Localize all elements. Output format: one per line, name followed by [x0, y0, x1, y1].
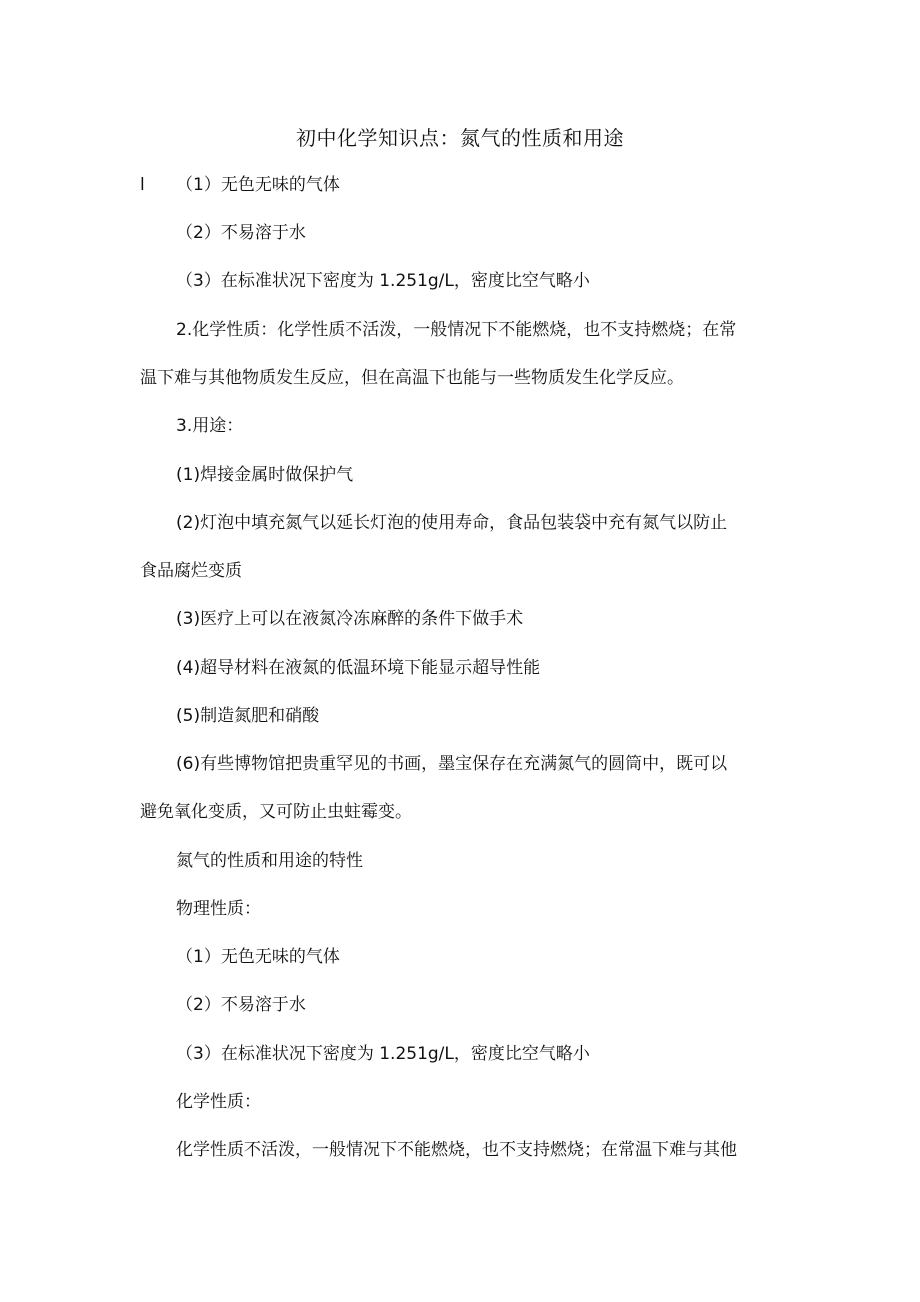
paragraph-line: (4)超导材料在液氮的低温环境下能显示超导性能	[176, 658, 541, 678]
paragraph-line: （2）不易溶于水	[176, 995, 306, 1015]
list-marker: l	[140, 175, 145, 195]
paragraph-line: 3.用途：	[176, 416, 244, 436]
paragraph-line: 化学性质不活泼，一般情况下不能燃烧，也不支持燃烧；在常温下难与其他	[176, 1140, 737, 1160]
paragraph-line: 物理性质：	[176, 899, 261, 919]
paragraph-line: 2.化学性质：化学性质不活泼，一般情况下不能燃烧，也不支持燃烧；在常	[176, 320, 737, 340]
paragraph-line: 食品腐烂变质	[140, 561, 242, 581]
paragraph-line: (6)有些博物馆把贵重罕见的书画，墨宝保存在充满氮气的圆筒中，既可以	[176, 754, 728, 774]
paragraph-line: 避免氧化变质，又可防止虫蛀霉变。	[140, 802, 412, 822]
paragraph-line: （1）无色无味的气体	[176, 175, 340, 195]
paragraph-line: 氮气的性质和用途的特性	[176, 851, 363, 871]
document-title: 初中化学知识点：氮气的性质和用途	[296, 126, 624, 150]
paragraph-line: (2)灯泡中填充氮气以延长灯泡的使用寿命，食品包装袋中充有氮气以防止	[176, 513, 728, 533]
paragraph-line: 化学性质：	[176, 1092, 261, 1112]
paragraph-line: （3）在标准状况下密度为 1.251g/L，密度比空气略小	[176, 271, 590, 291]
paragraph-line: (5)制造氮肥和硝酸	[176, 706, 320, 726]
paragraph-line: (3)医疗上可以在液氮冷冻麻醉的条件下做手术	[176, 609, 524, 629]
paragraph-line: (1)焊接金属时做保护气	[176, 465, 354, 485]
paragraph-line: （3）在标准状况下密度为 1.251g/L，密度比空气略小	[176, 1044, 590, 1064]
paragraph-line: （2）不易溶于水	[176, 223, 306, 243]
paragraph-line: （1）无色无味的气体	[176, 947, 340, 967]
paragraph-line: 温下难与其他物质发生反应，但在高温下也能与一些物质发生化学反应。	[140, 368, 684, 388]
